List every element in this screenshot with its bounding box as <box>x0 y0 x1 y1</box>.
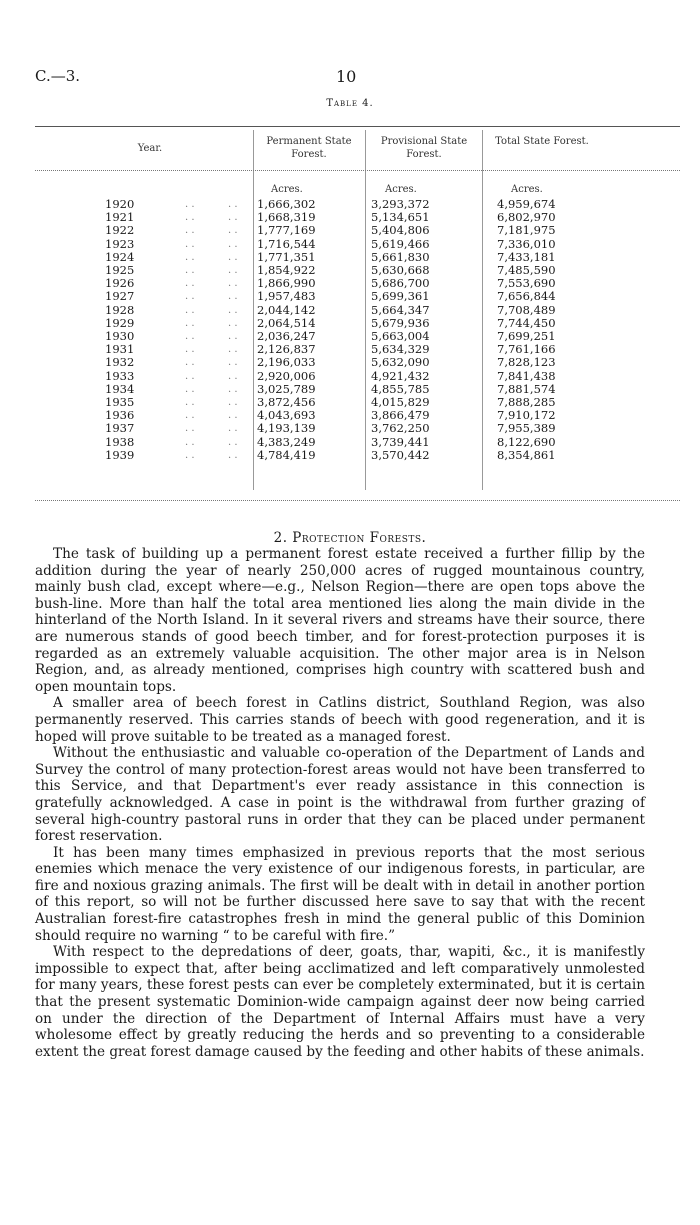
leader-dots: . . <box>228 436 238 448</box>
permanent-cell: 2,036,247 <box>257 329 316 343</box>
total-cell: 7,744,450 <box>497 315 556 330</box>
leader-dots: . . <box>185 291 195 303</box>
total-cell: 8,354,861 <box>497 447 556 462</box>
year-cell: 1927 <box>105 289 135 304</box>
table-row <box>35 224 680 237</box>
table-bottom-rule <box>35 500 680 501</box>
leader-dots: . . <box>185 212 195 224</box>
leader-dots: . . <box>228 212 238 224</box>
leader-dots: . . <box>185 436 195 448</box>
leader-dots: . . <box>228 199 238 210</box>
provisional-cell: 5,661,830 <box>371 249 430 264</box>
total-cell: 6,802,970 <box>497 210 556 225</box>
leader-dots: . . <box>185 383 195 395</box>
table-row <box>35 436 680 449</box>
table-row <box>35 396 680 409</box>
total-cell: 7,699,251 <box>497 329 556 343</box>
year-cell: 1920 <box>105 197 135 211</box>
provisional-units: Acres. <box>385 184 417 195</box>
paragraph: Without the enthusiastic and valuable co-operation of the Department of Lands and Survey the control of many protection-forest areas would not have been transferred to this Service, and that Department's ever ready assistance in this connection is gratefully acknowledged. A case in point is the withdrawal from further grazing of several high-country pastoral runs in order that they can be placed under permanent forest reservation. <box>35 745 645 845</box>
forest-area-table <box>35 120 680 502</box>
leader-dots: . . <box>228 423 238 435</box>
leader-dots: . . <box>228 304 238 316</box>
provisional-cell: 5,699,361 <box>371 289 430 304</box>
permanent-cell: 3,025,789 <box>257 381 316 396</box>
leader-dots: . . <box>228 225 238 237</box>
year-cell: 1935 <box>105 395 135 409</box>
table-row <box>35 370 680 383</box>
table-row <box>35 304 680 317</box>
permanent-cell: 4,383,249 <box>257 434 316 449</box>
total-cell: 7,336,010 <box>497 236 556 251</box>
provisional-cell: 5,632,090 <box>371 355 430 370</box>
total-cell: 7,761,166 <box>497 342 556 357</box>
report-reference: C.—3. <box>35 67 81 85</box>
provisional-column-header: Provisional State Forest. <box>380 136 468 160</box>
total-cell: 7,955,389 <box>497 421 556 436</box>
permanent-cell: 1,854,922 <box>257 263 316 277</box>
table-row <box>35 198 680 211</box>
provisional-cell: 3,293,372 <box>371 197 430 211</box>
paragraph: It has been many times emphasized in previous reports that the most serious enemies which menace the very existence of our indigenous forests, in particular, are fire and noxious grazing animals. The first will be dealt with in detail in another portion of this report, so will not be further discussed here save to say that with the recent Australian forest-fire catastrophes fresh in mind the general public of this Dominion should require no warning “ to be careful with fire.” <box>35 844 645 944</box>
paragraph: With respect to the depredations of deer, goats, thar, wapiti, &c., it is manifestly impossible to expect that, after being acclimatized and left comparatively unmolested for many years, these forest pests can ever be completely exterminated, but it is certain that the present systematic Dominion-wide campaign against deer now being carried on under the direction of the Department of Internal Affairs must have a very wholesome effect by greatly reducing the herds and so preventing to a considerable extent the great forest damage caused by the feeding and other habits of these animals. <box>35 944 645 1060</box>
total-cell: 7,181,975 <box>497 223 556 238</box>
year-cell: 1923 <box>105 236 135 251</box>
paragraph: A smaller area of beech forest in Catlins district, Southland Region, was also permanently reserved. This carries stands of beech with good regeneration, and it is hoped will prove suitable to be treated as a managed forest. <box>35 695 645 745</box>
provisional-cell: 3,762,250 <box>371 421 430 436</box>
leader-dots: . . <box>228 449 238 461</box>
table-row <box>35 238 680 251</box>
total-cell: 7,708,489 <box>497 302 556 317</box>
year-cell: 1936 <box>105 408 135 423</box>
permanent-cell: 2,196,033 <box>257 355 316 370</box>
table-row <box>35 277 680 290</box>
section-body <box>35 546 645 1060</box>
leader-dots: . . <box>185 344 195 356</box>
table-row <box>35 356 680 369</box>
year-cell: 1939 <box>105 447 135 462</box>
total-cell: 7,910,172 <box>497 408 556 423</box>
table-row <box>35 317 680 330</box>
permanent-column-header: Permanent State Forest. <box>266 136 352 160</box>
leader-dots: . . <box>185 225 195 237</box>
leader-dots: . . <box>228 265 238 276</box>
leader-dots: . . <box>185 278 195 290</box>
provisional-cell: 3,739,441 <box>371 434 430 449</box>
total-cell: 7,888,285 <box>497 395 556 409</box>
year-cell: 1934 <box>105 381 135 396</box>
leader-dots: . . <box>228 331 238 342</box>
permanent-cell: 4,043,693 <box>257 408 316 423</box>
provisional-cell: 5,634,329 <box>371 342 430 357</box>
leader-dots: . . <box>228 291 238 303</box>
provisional-cell: 3,866,479 <box>371 408 430 423</box>
year-cell: 1929 <box>105 315 135 330</box>
page-number: 10 <box>336 67 357 86</box>
permanent-cell: 1,957,483 <box>257 289 316 304</box>
leader-dots: . . <box>228 238 238 250</box>
year-cell: 1937 <box>105 421 135 436</box>
provisional-cell: 5,663,004 <box>371 329 430 343</box>
total-cell: 4,959,674 <box>497 197 556 211</box>
leader-dots: . . <box>185 265 195 276</box>
provisional-cell: 4,921,432 <box>371 368 430 383</box>
permanent-cell: 4,784,419 <box>257 447 316 462</box>
permanent-cell: 2,920,006 <box>257 368 316 383</box>
leader-dots: . . <box>185 317 195 329</box>
table-row <box>35 383 680 396</box>
provisional-cell: 5,630,668 <box>371 263 430 277</box>
provisional-cell: 3,570,442 <box>371 447 430 462</box>
leader-dots: . . <box>185 238 195 250</box>
provisional-cell: 5,664,347 <box>371 302 430 317</box>
leader-dots: . . <box>185 370 195 382</box>
provisional-cell: 5,686,700 <box>371 276 430 291</box>
permanent-cell: 3,872,456 <box>257 395 316 409</box>
permanent-cell: 4,193,139 <box>257 421 316 436</box>
leader-dots: . . <box>228 317 238 329</box>
leader-dots: . . <box>185 199 195 210</box>
provisional-cell: 5,404,806 <box>371 223 430 238</box>
total-column-header: Total State Forest. <box>495 136 589 147</box>
total-cell: 8,122,690 <box>497 434 556 449</box>
permanent-cell: 1,777,169 <box>257 223 316 238</box>
leader-dots: . . <box>185 449 195 461</box>
year-cell: 1926 <box>105 276 135 291</box>
leader-dots: . . <box>228 397 238 408</box>
year-cell: 1924 <box>105 249 135 264</box>
section-heading: 2. Protection Forests. <box>273 530 427 546</box>
year-cell: 1938 <box>105 434 135 449</box>
year-cell: 1932 <box>105 355 135 370</box>
leader-dots: . . <box>185 304 195 316</box>
leader-dots: . . <box>185 357 195 369</box>
permanent-cell: 2,126,837 <box>257 342 316 357</box>
total-units: Acres. <box>511 184 543 195</box>
table-top-rule <box>35 126 680 127</box>
permanent-cell: 2,064,514 <box>257 315 316 330</box>
provisional-cell: 4,855,785 <box>371 381 430 396</box>
table-row <box>35 343 680 356</box>
total-cell: 7,841,438 <box>497 368 556 383</box>
permanent-cell: 1,716,544 <box>257 236 316 251</box>
leader-dots: . . <box>228 357 238 369</box>
table-row <box>35 449 680 462</box>
year-cell: 1925 <box>105 263 135 277</box>
leader-dots: . . <box>228 278 238 290</box>
provisional-cell: 5,679,936 <box>371 315 430 330</box>
total-cell: 7,828,123 <box>497 355 556 370</box>
table-row <box>35 251 680 264</box>
total-cell: 7,485,590 <box>497 263 556 277</box>
table-row <box>35 422 680 435</box>
permanent-cell: 1,866,990 <box>257 276 316 291</box>
table-row <box>35 290 680 303</box>
leader-dots: . . <box>228 410 238 422</box>
year-cell: 1931 <box>105 342 135 357</box>
permanent-cell: 1,666,302 <box>257 197 316 211</box>
table-header-rule <box>35 170 680 171</box>
year-cell: 1930 <box>105 329 135 343</box>
leader-dots: . . <box>228 251 238 263</box>
provisional-cell: 4,015,829 <box>371 395 430 409</box>
table-row <box>35 409 680 422</box>
year-cell: 1921 <box>105 210 135 225</box>
year-cell: 1933 <box>105 368 135 383</box>
leader-dots: . . <box>228 344 238 356</box>
permanent-cell: 2,044,142 <box>257 302 316 317</box>
leader-dots: . . <box>228 383 238 395</box>
year-cell: 1922 <box>105 223 135 238</box>
leader-dots: . . <box>185 397 195 408</box>
table-caption: Table 4. <box>326 98 374 109</box>
year-cell: 1928 <box>105 302 135 317</box>
provisional-cell: 5,134,651 <box>371 210 430 225</box>
leader-dots: . . <box>185 331 195 342</box>
leader-dots: . . <box>228 370 238 382</box>
year-column-header: Year. <box>137 143 163 154</box>
permanent-units: Acres. <box>271 184 303 195</box>
paragraph: The task of building up a permanent forest estate received a further fillip by the addition during the year of nearly 250,000 acres of rugged mountainous country, mainly bush clad, except where—e.g., Nelson Region—there are open tops above the bush-line. More than half the total area mentioned lies along the main divide in the hinterland of the North Island. In it several rivers and streams have their source, there are numerous stands of good beech timber, and for forest-protection purposes it is regarded as an extremely valuable acquisition. The other major area is in Nelson Region, and, as already mentioned, comprises high country with scattered bush and open mountain tops. <box>35 546 645 695</box>
total-cell: 7,553,690 <box>497 276 556 291</box>
total-cell: 7,881,574 <box>497 381 556 396</box>
table-row <box>35 264 680 277</box>
total-cell: 7,656,844 <box>497 289 556 304</box>
provisional-cell: 5,619,466 <box>371 236 430 251</box>
permanent-cell: 1,771,351 <box>257 249 316 264</box>
table-row <box>35 330 680 343</box>
permanent-cell: 1,668,319 <box>257 210 316 225</box>
leader-dots: . . <box>185 251 195 263</box>
leader-dots: . . <box>185 423 195 435</box>
total-cell: 7,433,181 <box>497 249 556 264</box>
leader-dots: . . <box>185 410 195 422</box>
table-row <box>35 211 680 224</box>
